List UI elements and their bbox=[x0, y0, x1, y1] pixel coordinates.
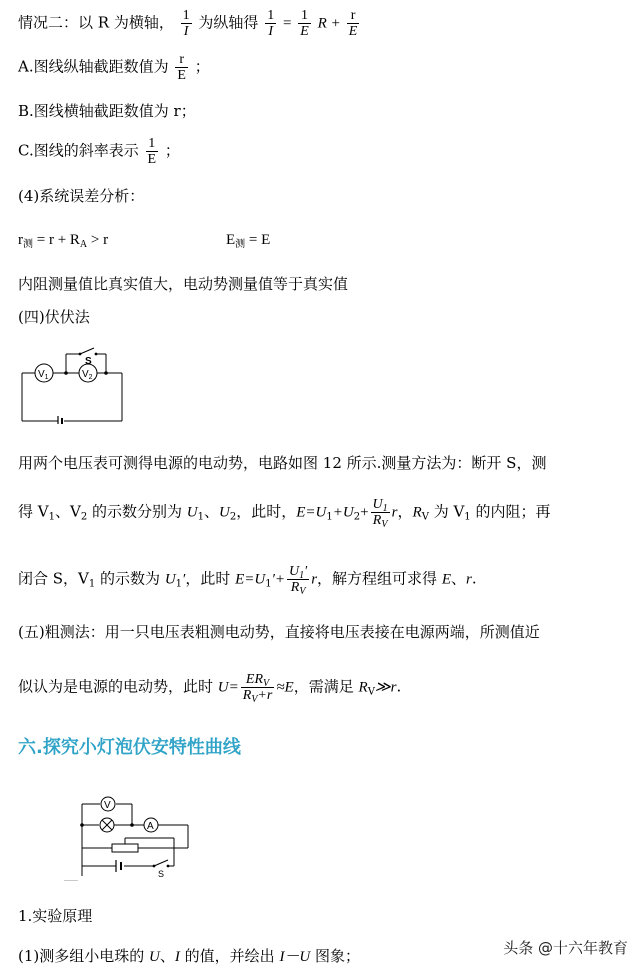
fraction-u1prime-over-rv: $\frac{U_1'}{R_V}$ bbox=[289, 564, 308, 597]
switch-label: S bbox=[85, 356, 92, 367]
error-r-equation: $r_测 = r + R_A > r$ bbox=[18, 232, 109, 250]
fraction-r-over-E-a: $\frac{r}{E}$ bbox=[177, 52, 186, 83]
item-a: A.图线纵轴截距数值为 $\frac{r}{E}$ ； bbox=[18, 52, 210, 83]
watermark bbox=[503, 937, 628, 958]
case2-line: 情况二：以 R 为横轴， $\frac{1}{I}$ 为纵轴得 $\frac{1}{I}$ = $\frac{1}{E}$ R + $\frac{r}{E}$ bbox=[18, 8, 358, 39]
voltmeter-label: V bbox=[104, 800, 111, 811]
lamp-iv-circuit-diagram bbox=[68, 794, 198, 884]
principle-item-1: (1)测多组小电珠的 U、I 的值，并绘出 I－U 图象； bbox=[18, 947, 361, 965]
fraction-1-over-I: $\frac{1}{I}$ bbox=[182, 8, 190, 39]
error-conclusion: 内阻测量值比真实值大，电动势测量值等于真实值 bbox=[18, 275, 349, 293]
section4-paragraph-line3: 闭合 S，$V_1$ 的示数为 $U_1'$，此时 $E=U_1'+$ $\frac{U_1'}{R_V}$ r，解方程组可求得 E、r. bbox=[18, 564, 477, 597]
section6-heading: 六.探究小灯泡伏安特性曲线 bbox=[18, 737, 241, 758]
fraction-1-over-I-lhs: $\frac{1}{I}$ bbox=[267, 8, 275, 39]
section4-paragraph-line2: 得 $V_1$、$V_2$ 的示数分别为 $U_1$、$U_2$，此时，$E=U_1+U_2+$ $\frac{U_1}{R_V}$ r，$R_V$ 为 $V_1$ 的内阻；再 bbox=[18, 497, 551, 530]
ammeter-label: A bbox=[147, 821, 154, 832]
watermark-text: 头条 @十六年教育 bbox=[503, 939, 628, 957]
volt-volt-circuit-diagram bbox=[18, 346, 128, 424]
error-title: (4)系统误差分析： bbox=[18, 187, 145, 205]
fraction-u1-over-rv: $\frac{U_1}{R_V}$ bbox=[372, 497, 388, 530]
v1-label: $V_1$ bbox=[38, 369, 49, 381]
fraction-erv-over-rv-plus-r: $\frac{ER_V}{R_V+r}$ bbox=[242, 672, 273, 705]
fraction-r-over-E: $\frac{r}{E}$ bbox=[348, 8, 358, 39]
error-e-equation: $E_测 = E$ bbox=[226, 232, 271, 250]
fraction-1-over-E-c: $\frac{1}{E}$ bbox=[147, 136, 157, 167]
section5-line1: (五)粗测法：用一只电压表粗测电动势，直接将电压表接在电源两端，所测值近 bbox=[18, 623, 540, 641]
switch-s-label: S bbox=[158, 869, 165, 879]
v2-label: $V_2$ bbox=[82, 369, 93, 381]
section4-paragraph-line1: 用两个电压表可测得电源的电动势，电路如图 12 所示.测量方法为：断开 S，测 bbox=[18, 454, 547, 472]
section4-title: (四)伏伏法 bbox=[18, 308, 90, 326]
section5-line2: 似认为是电源的电动势，此时 U= $\frac{ER_V}{R_V+r}$ ≈E，需满足 $R_V≫r$. bbox=[18, 672, 402, 705]
item-c: C.图线的斜率表示 $\frac{1}{E}$ ； bbox=[18, 136, 180, 167]
divider-mark bbox=[64, 880, 78, 881]
fraction-1-over-E: $\frac{1}{E}$ bbox=[300, 8, 309, 39]
item-b: B.图线横轴截距数值为 r； bbox=[18, 102, 196, 120]
principle-title: 1.实验原理 bbox=[18, 907, 93, 925]
